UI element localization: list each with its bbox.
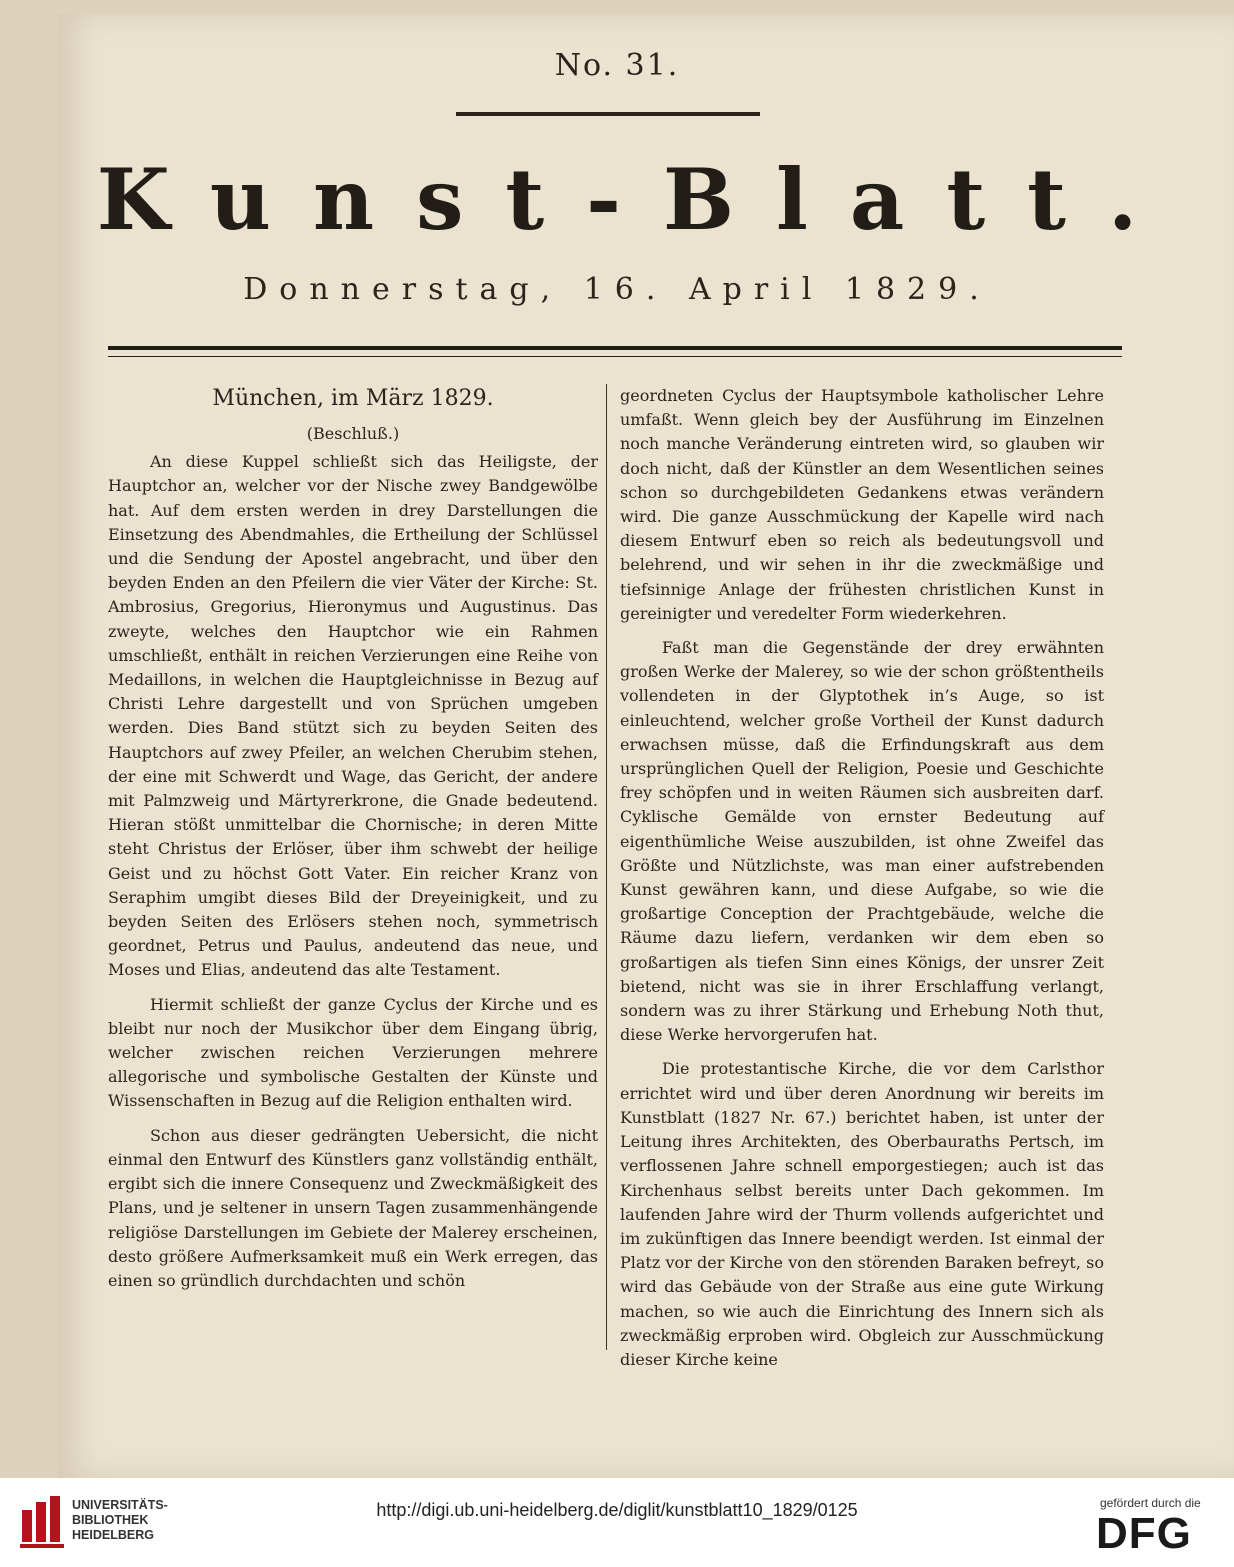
library-name-line: UNIVERSITÄTS- <box>72 1498 168 1512</box>
paragraph: Faßt man die Gegenstände der drey erwähnten großen Werke der Malerey, so wie der schon größtentheils vollendeten in der Glyptothek in’s Auge, so ist einleuchtend, welcher große Vortheil der Kunst dadurch erwachsen müsse, daß die Erfindungskraft aus dem ursprünglichen Quell der Religion, Poesie und Geschichte frey schöpfen und in weiten Räumen sich ausbreiten darf. Cyklische Gemälde von ernster Bedeutung auf eigenthümliche Weise auszubilden, ist ohne Zweifel das Größte und Nützlichste, was man einer aufstrebenden Kunst gewähren kann, und diese Aufgabe, so wie die großartige Conception der Prachtgebäude, welche die Räume dazu liefern, verdanken wir dem eben so großartigen als tiefen Sinn eines Königs, der unsrer Zeit bietend, nicht was sie in ihrer Erschlaffung verlangt, sondern was zu ihrer Stärkung und Erhebung Noth thut, diese Werke hervorgerufen hat. <box>620 638 1104 1045</box>
header-rule <box>456 112 760 116</box>
funding-label: gefördert durch die <box>1100 1496 1201 1510</box>
paragraph: Hiermit schließt der ganze Cyclus der Kirche und es bleibt nur noch der Musikchor über dem Eingang übrig, welcher zwischen reichen Verzierungen mehrere allegorische und symbolische Gestalten der Künste und Wissenschaften in Bezug auf die Religion enthalten wird. <box>108 994 598 1111</box>
article-title: München, im März 1829. <box>212 386 494 411</box>
paragraph: geordneten Cyclus der Hauptsymbole katholischer Lehre umfaßt. Wenn gleich bey der Ausführung im Einzelnen noch manche Veränderung eintreten wird, so glauben wir doch nicht, daß der Künstler an dem Wesentlichen seines schon so durchgebildeten Gedankens etwas verändern wird. Die ganze Ausschmückung der Kapelle wird nach diesem Entwurf eben so reich als bedeutungsvoll und belehrend, und wir sehen in ihr die zweckmäßige und tiefsinnige Anlage der frühesten christlichen Kunst in gereinigter und veredelter Form wiederkehren. <box>620 386 1104 623</box>
issue-number: No. 31. <box>554 48 680 83</box>
column-divider <box>606 384 607 1350</box>
left-column <box>108 378 598 1303</box>
article-subtitle: (Beschluß.) <box>306 424 400 443</box>
library-name-line: BIBLIOTHEK <box>72 1513 149 1527</box>
paragraph: Die protestantische Kirche, die vor dem Carlsthor errichtet wird und über deren Anordnung wir bereits im Kunstblatt (1827 Nr. 67.) berichtet haben, ist unter der Leitung ihres Architekten, des Oberbauraths Pertsch, im verflossenen Jahre schnell emporgestiegen; auch ist das Kirchenhaus selbst bereits unter Dach gekommen. Im laufenden Jahre wird der Thurm vollends aufgerichtet und im zukünftigen das Innere beendigt werden. Ist einmal der Platz vor der Kirche von den störenden Baraken befreyt, so wird das Gebäude von der Straße aus eine gute Wirkung machen, so wie auch die Einrichtung des Innern sich als zweckmäßig erproben wird. Obgleich zur Ausschmückung dieser Kirche keine <box>620 1059 1104 1369</box>
paragraph: An diese Kuppel schließt sich das Heiligste, der Hauptchor an, welcher vor der Nische zwey Bandgewölbe hat. Auf dem ersten werden in drey Darstellungen die Einsetzung des Abendmahles, die Ertheilung der Schlüssel und die Sendung der Apostel angebracht, und über den beyden Enden an den Pfeilern die vier Väter der Kirche: St. Ambrosius, Gregorius, Hieronymus und Augustinus. Das zweyte, welches den Hauptchor wie ein Rahmen umschließt, enthält in reichen Verzierungen eine Reihe von Medaillons, in welchen die Hauptgleichnisse in Bezug auf Christi Lehre dargestellt und von Sprüchen umgeben werden. Dies Band stützt sich zu beyden Seiten des Hauptchors auf zwey Pfeiler, an welchen Cherubim stehen, der eine mit Schwerdt und Wage, das Gericht, der andere mit Palmzweig und Märtyrerkrone, die Gnade bedeutend. Hieran stößt unmittelbar die Chornische; in deren Mitte steht Christus der Erlöser, über ihm schwebt der heilige Geist und zu höchst Gott Vater. Ein reicher Kranz von Seraphim umgibt dieses Bild der Dreyeinigkeit, und zu beyden Seiten des Erlösers stehen noch, symmetrisch geordnet, Petrus und Paulus, andeutend das neue, und Moses und Elias, andeutend das alte Testament. <box>108 452 598 980</box>
viewer-footer <box>0 1478 1234 1567</box>
paragraph: Schon aus dieser gedrängten Uebersicht, die nicht einmal den Entwurf des Künstlers ganz vollständig enthält, ergibt sich die innere Consequenz und Zweckmäßigkeit des Plans, und je seltener in unsern Tagen zusammenhängende religiöse Darstellungen im Gebiete der Malerey erscheinen, desto größere Aufmerksamkeit muß ein Werk erregen, das einen so gründlich durchdachten und schön <box>108 1125 598 1290</box>
right-column <box>620 384 1104 1382</box>
masthead-title: Kunst-Blatt. <box>96 150 1180 249</box>
permalink-url[interactable]: http://digi.ub.uni-heidelberg.de/diglit/kunstblatt10_1829/0125 <box>376 1500 858 1520</box>
dfg-logo[interactable]: DFG <box>1096 1509 1192 1558</box>
masthead-rule-thin <box>108 356 1122 357</box>
masthead-rule-thick <box>108 346 1122 350</box>
issue-date: Donnerstag, 16. April 1829. <box>243 272 991 307</box>
library-name-line: HEIDELBERG <box>72 1528 154 1542</box>
